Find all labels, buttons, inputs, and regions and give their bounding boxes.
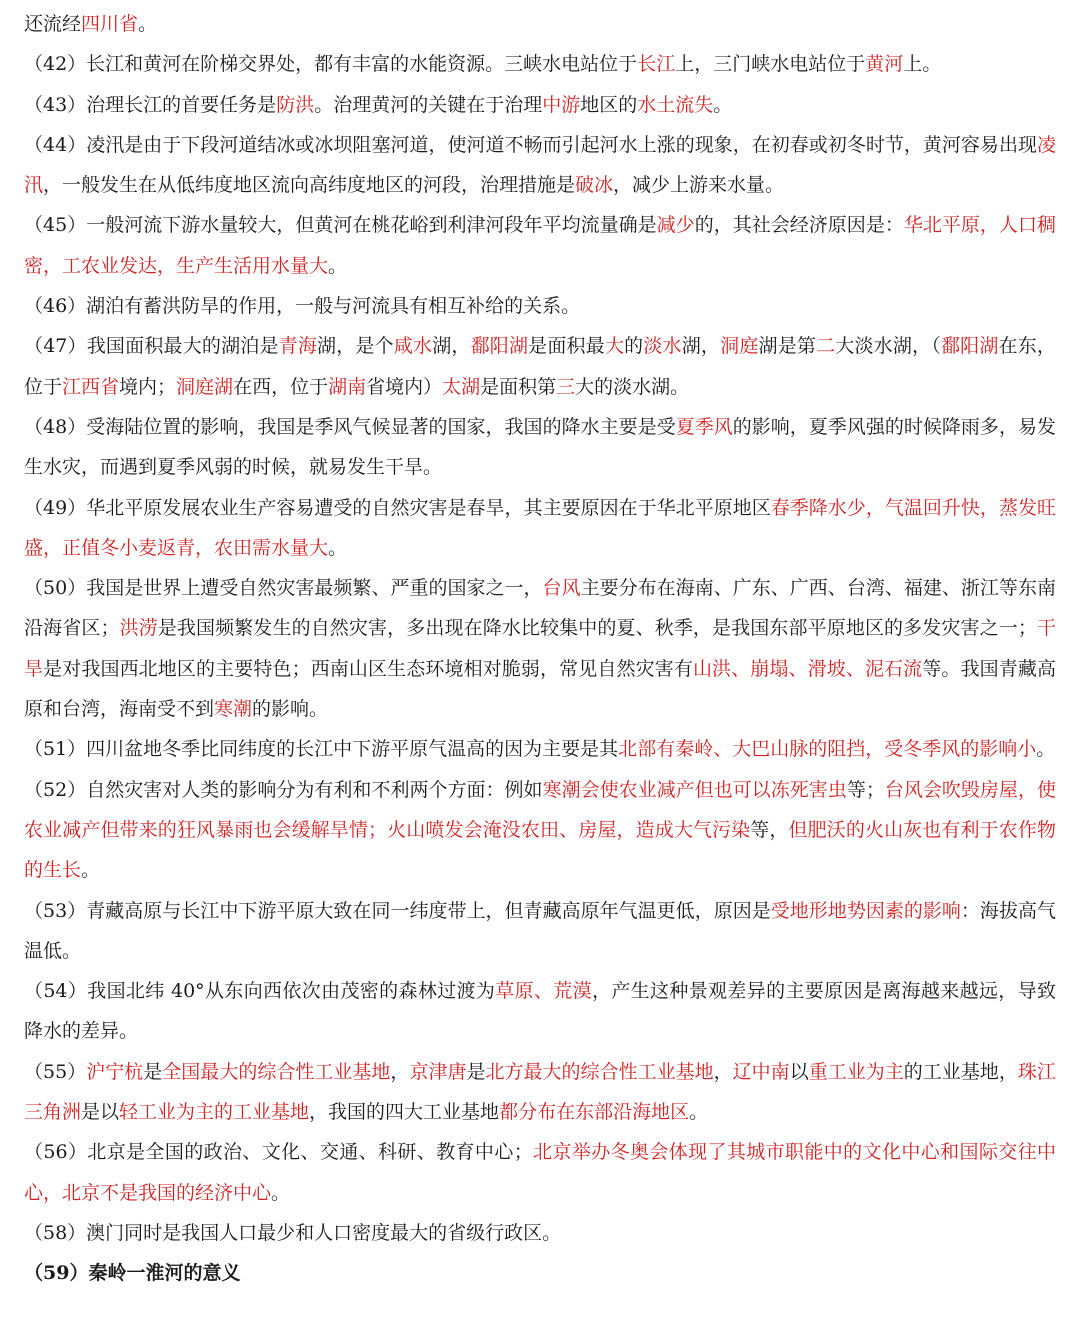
highlighted-text: 凌汛 [24, 133, 1056, 197]
body-text: （47）我国面积最大的湖泊是 [24, 335, 279, 358]
body-text: 的影响，夏季风强的时候降雨多，易发生水灾，而遇到夏季风弱的时候，就易发生干旱。 [24, 415, 1056, 479]
body-text: ，减少上游来水量。 [613, 174, 785, 197]
highlighted-text: 台风会吹毁房屋，使农业减产但带来的狂风暴雨也会缓解旱情；火山喷发会淹没农田、房屋，造成大气污染 [24, 778, 1056, 841]
body-text: 在东，位于 [24, 335, 1056, 398]
body-text: 。治理黄河的关键在于治理 [314, 93, 543, 116]
body-text: 的影响。 [252, 698, 329, 721]
body-text: 还流经 [24, 13, 82, 35]
body-text: 。 [271, 1181, 291, 1204]
highlighted-text: 太湖 [442, 375, 481, 398]
paragraph [24, 971, 1056, 1052]
highlighted-text: 山洪、崩塌、滑坡、泥石流 [692, 657, 923, 680]
highlighted-text: 湖南 [328, 375, 367, 398]
highlighted-text: 三 [556, 375, 576, 398]
body-text: 省境内） [366, 375, 443, 398]
body-text: 。 [328, 254, 348, 277]
paragraph [24, 44, 1056, 84]
highlighted-text: 沪宁杭 [86, 1060, 144, 1083]
body-text: 湖，是个 [317, 335, 394, 358]
highlighted-text: 破冰 [575, 174, 614, 197]
body-text: （59）秦岭一淮河的意义 [24, 1262, 241, 1285]
highlighted-text: 京津唐 [409, 1060, 467, 1083]
body-text: 的，其社会经济原因是： [694, 214, 904, 237]
paragraph [24, 286, 1056, 326]
body-text: 境内； [119, 375, 177, 398]
body-text: （49）华北平原发展农业生产容易遭受的自然灾害是春旱，其主要原因在于华北平原地区 [24, 496, 771, 519]
paragraph [24, 1052, 1056, 1133]
body-text: ：海拔高气温低。 [24, 899, 1056, 962]
paragraph [24, 205, 1056, 286]
body-text: （54）我国北纬 40°从东向西依次由茂密的森林过渡为 [24, 980, 496, 1003]
body-text: 主要分布在海南、广东、广西、台湾、福建、浙江等东南沿海省区； [24, 577, 1056, 640]
body-text: （52）自然灾害对人类的影响分为有利和不利两个方面：例如 [24, 778, 543, 801]
body-text: 。 [81, 859, 101, 882]
body-text: 。 [328, 536, 348, 559]
highlighted-text: 华北平原，人口稠密，工农业发达，生产生活用水量大 [24, 214, 1056, 277]
paragraph [24, 1213, 1056, 1253]
body-text: 的 [624, 335, 644, 358]
body-text: 。 [713, 93, 733, 116]
body-text: 湖是第 [758, 335, 817, 358]
paragraph [24, 125, 1056, 206]
highlighted-text: 洞庭 [720, 335, 759, 358]
highlighted-text: 四川省 [81, 13, 139, 35]
highlighted-text: 辽中南 [732, 1060, 790, 1083]
body-text: ， [390, 1060, 410, 1083]
highlighted-text: 咸水 [393, 335, 433, 358]
body-text: 在西，位于 [233, 375, 329, 398]
paragraph [24, 1132, 1056, 1213]
highlighted-text: 中游 [542, 93, 581, 116]
body-text: （42）长江和黄河在阶梯交界处，都有丰富的水能资源。三峡水电站位于 [24, 53, 638, 76]
paragraph [24, 85, 1056, 125]
paragraph [24, 326, 1056, 407]
body-text: 上。 [903, 53, 942, 76]
highlighted-text: 鄱阳湖 [470, 335, 529, 358]
highlighted-text: 重工业为主 [808, 1060, 904, 1083]
body-text: 是面积第 [480, 375, 557, 398]
paragraph [24, 1253, 1056, 1293]
body-text: 是我国频繁发生的自然灾害，多出现在降水比较集中的夏、秋季，是我国东部平原地区的多发灾害之一； [157, 617, 1037, 640]
body-text: （44）凌汛是由于下段河道结冰或冰坝阻塞河道，使河道不畅而引起河水上涨的现象，在初春或初冬时节，黄河容易出现 [24, 133, 1037, 156]
body-text: ，我国的四大工业基地 [309, 1101, 500, 1124]
highlighted-text: 黄河 [865, 53, 904, 76]
highlighted-text: 北部有秦岭、大巴山脉的阻挡，受冬季风的影响小 [618, 738, 1037, 761]
body-text: 。 [689, 1101, 709, 1124]
highlighted-text: 淡水 [643, 335, 682, 358]
paragraph [24, 407, 1056, 488]
highlighted-text: 青海 [278, 335, 318, 358]
highlighted-text: 草原、荒漠 [495, 980, 592, 1003]
body-text: （43）治理长江的首要任务是 [24, 93, 277, 116]
highlighted-text: 轻工业为主的工业基地 [119, 1101, 310, 1124]
body-text: 等； [846, 778, 885, 801]
highlighted-text: 春季降水少，气温回升快，蒸发旺盛，正值冬小麦返青，农田需水量大 [24, 496, 1056, 559]
highlighted-text: 受地形地势因素的影响 [770, 899, 961, 922]
highlighted-text: 大 [604, 335, 625, 358]
highlighted-text: 都分布在东部沿海地区 [499, 1101, 690, 1124]
highlighted-text: 二 [816, 335, 836, 358]
body-text: （55） [24, 1060, 87, 1083]
body-text: 湖， [681, 335, 721, 358]
body-text: （46）湖泊有蓄洪防旱的作用，一般与河流具有相互补给的关系。 [24, 295, 581, 318]
body-text: ，一般发生在从低纬度地区流向高纬度地区的河段，治理措施是 [43, 174, 576, 197]
highlighted-text: 北京举办冬奥会体现了其城市职能中的文化中心和国际交往中心，北京不是我国的经济中心 [24, 1141, 1056, 1204]
body-text: 大的淡水湖。 [575, 375, 690, 398]
body-text: 大淡水湖，（ [835, 335, 941, 358]
paragraph [24, 891, 1056, 972]
body-text: （53）青藏高原与长江中下游平原大致在同一纬度带上，但青藏高原年气温更低，原因是 [24, 899, 771, 922]
highlighted-text: 长江 [637, 53, 676, 76]
paragraph [24, 488, 1056, 569]
body-text: 以 [789, 1060, 809, 1083]
highlighted-text: 全国最大的综合性工业基地 [162, 1060, 391, 1083]
body-text: 地区的 [580, 93, 638, 116]
highlighted-text: 鄱阳湖 [940, 335, 999, 358]
body-text: 是面积最 [528, 335, 605, 358]
paragraph [24, 770, 1056, 891]
body-text: 湖， [432, 335, 471, 358]
highlighted-text: 北方最大的综合性工业基地 [485, 1060, 714, 1083]
body-text: 是 [143, 1060, 163, 1083]
body-text: 等。我国青藏高原和台湾，海南受不到 [24, 657, 1056, 721]
highlighted-text: 台风 [542, 577, 581, 600]
body-text: 是 [466, 1060, 486, 1083]
body-text: （45）一般河流下游水量较大，但黄河在桃花峪到利津河段年平均流量确是 [24, 214, 657, 237]
highlighted-text: 珠江三角洲 [24, 1060, 1056, 1124]
body-text: （51）四川盆地冬季比同纬度的长江中下游平原气温高的因为主要是其 [24, 738, 619, 761]
paragraph [24, 568, 1056, 729]
body-text: （48）受海陆位置的影响，我国是季风气候显著的国家，我国的降水主要是受 [24, 415, 676, 438]
highlighted-text: 防洪 [276, 93, 315, 116]
body-text: ，产生这种景观差异的主要原因是离海越来越远，导致降水的差异。 [24, 980, 1056, 1043]
highlighted-text: 寒潮 [214, 698, 253, 721]
body-text: （50）我国是世界上遭受自然灾害最频繁、严重的国家之一， [24, 577, 543, 600]
highlighted-text: 减少 [656, 214, 695, 237]
body-text: （58）澳门同时是我国人口最少和人口密度最大的省级行政区。 [24, 1221, 562, 1244]
highlighted-text: 寒潮会使农业减产但也可以冻死害虫 [542, 778, 847, 801]
body-text: 。 [1036, 738, 1056, 761]
highlighted-text: 洞庭湖 [176, 375, 234, 398]
paragraph [24, 729, 1056, 769]
highlighted-text: 干旱 [24, 617, 1056, 680]
body-text: 等， [750, 818, 789, 841]
body-text: 是以 [81, 1101, 120, 1124]
body-text: 是对我国西北地区的主要特色；西南山区生态环境相对脆弱，常见自然灾害有 [43, 657, 693, 680]
highlighted-text: 夏季风 [675, 415, 733, 438]
body-text: 上，三门峡水电站位于 [675, 53, 866, 76]
body-text: 。 [138, 13, 158, 35]
highlighted-text: 江西省 [62, 375, 120, 398]
body-text: 的工业基地， [903, 1060, 1018, 1083]
paragraph [24, 4, 1056, 44]
body-text: ， [713, 1060, 733, 1083]
body-text: （56）北京是全国的政治、文化、交通、科研、教育中心； [24, 1141, 533, 1164]
highlighted-text: 但肥沃的火山灰也有利于农作物的生长 [24, 818, 1056, 882]
highlighted-text: 洪涝 [119, 617, 158, 640]
highlighted-text: 水土流失 [637, 93, 714, 116]
